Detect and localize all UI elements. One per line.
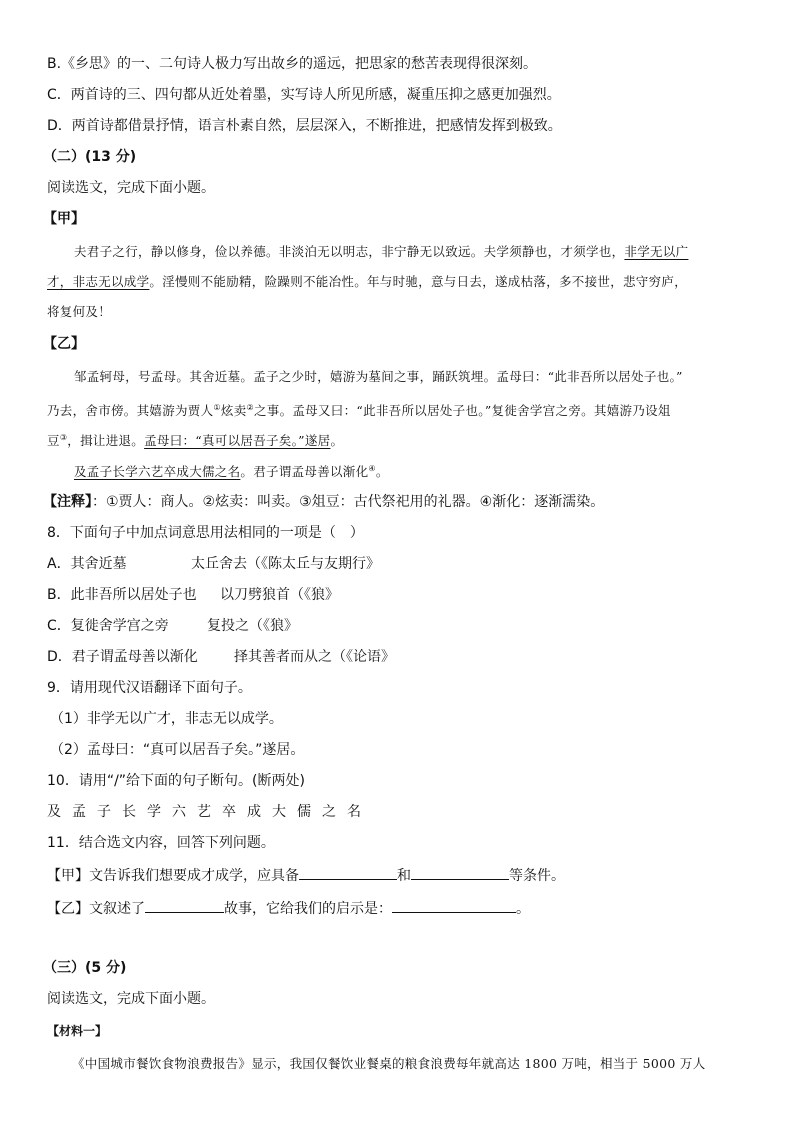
q8-option-d-left: D．君子谓孟母善以渐化 — [47, 649, 198, 665]
q8-option-c-right: 复投之（《狼》 — [207, 618, 298, 634]
q8-option-d-right: 择其善者而从之（《论语》 — [234, 649, 395, 665]
option-c-prev: C．两首诗的三、四句都从近处着墨，实写诗人所见所感，凝重压抑之感更加强烈。 — [47, 87, 561, 103]
yi-text-line-1: 邹孟轲母，号孟母。其舍近墓。孟子之少时，嬉游为墓间之事，踊跃筑埋。孟母曰：“此非吾所以居处子也。” — [74, 369, 683, 384]
annotation — [43, 492, 604, 512]
yi-text: ，揖让进退。 — [67, 433, 145, 449]
section-2-instruction: 阅读选文，完成下面小题。 — [47, 180, 215, 196]
jia-label: 【甲】 — [43, 211, 85, 227]
underlined-sentence: 非学无以广 — [624, 244, 689, 259]
option-b-prev: B.《乡思》的一、二句诗人极力写出故乡的遥远，把思家的愁苦表现得很深刻。 — [47, 56, 538, 72]
q11-jia-text: 【甲】文告诉我们想要成才成学，应具备 — [47, 868, 299, 884]
underlined-sentence: 孟母曰：“真可以居吾子矣。”遂居 — [144, 433, 331, 449]
q11-stem: 11．结合选文内容，回答下列问题。 — [47, 835, 275, 851]
yi-text-line-3 — [47, 428, 343, 451]
q11-jia — [47, 864, 565, 886]
q9-sentence-1: （1）非学无以广才，非志无以成学。 — [50, 711, 283, 727]
yi-text: 。 — [375, 464, 389, 480]
material-1-text: 《中国城市餐饮食物浪费报告》显示，我国仅餐饮业餐桌的粮食浪费每年就高达 1800 万吨，相当于 5000 万人 — [72, 1056, 706, 1071]
footnote-marker: ③ — [59, 433, 68, 442]
jia-text-line-1 — [74, 242, 688, 262]
q8-option-b — [47, 585, 339, 605]
material-1-label: 【材料一】 — [47, 1024, 108, 1038]
jia-text: 夫君子之行，静以修身，俭以养德。非淡泊无以明志，非宁静无以致远。夫学须静也，才须学也， — [74, 244, 625, 259]
q8-option-c-left: C．复徙舍学宫之旁 — [47, 618, 169, 634]
q10-stem: 10．请用“/”给下面的句子断句。(断两处) — [47, 773, 305, 789]
jia-text: 。淫慢则不能励精，险躁则不能冶性。年与时驰，意与日去，遂成枯落，多不接世，悲守穷庐， — [149, 274, 688, 289]
yi-text: 之事。孟母又曰：“此非吾所以居处子也。”复徙舍学宫之旁。其嬉游乃设俎 — [253, 403, 671, 419]
q8-option-b-left: B．此非吾所以居处子也 — [47, 587, 197, 603]
yi-text: 炫卖 — [220, 403, 247, 419]
q11-yi-text: 故事，它给我们的启示是： — [224, 901, 392, 917]
q8-option-d — [47, 647, 395, 667]
jia-text-line-2 — [47, 272, 687, 292]
q11-jia-text: 和 — [397, 868, 411, 884]
q8-option-a-left: A．其舍近墓 — [47, 556, 127, 572]
option-d-prev: D．两首诗都借景抒情，语言朴素自然，层层深入，不断推进，把感情发挥到极致。 — [47, 118, 562, 134]
yi-text: 乃去，舍市傍。其嬉游为贾人 — [47, 403, 214, 419]
yi-text-line-4 — [74, 459, 389, 482]
answer-blank[interactable] — [145, 897, 224, 913]
answer-blank[interactable] — [411, 864, 509, 880]
annotation-text: ：①贾人：商人。②炫卖：叫卖。③俎豆：古代祭祀用的礼器。④渐化：逐渐濡染。 — [92, 494, 605, 510]
q11-yi-text: 。 — [516, 901, 530, 917]
section-2-heading: （二）(13 分) — [43, 149, 137, 165]
annotation-label: 【注释】 — [43, 494, 92, 510]
yi-text: 。 — [330, 433, 344, 449]
yi-label: 【乙】 — [43, 336, 85, 352]
underlined-sentence: 才，非志无以成学 — [47, 274, 150, 289]
q8-option-c — [47, 616, 298, 636]
q8-option-a — [47, 554, 380, 574]
q11-jia-text: 等条件。 — [509, 868, 565, 884]
q8-option-a-right: 太丘舍去（《陈太丘与友期行》 — [191, 556, 380, 572]
footnote-marker: ④ — [368, 464, 376, 473]
q8-option-b-right: 以刀劈狼首（《狼》 — [220, 587, 339, 603]
q10-sentence: 及孟子长学六艺卒成大儒之名 — [47, 804, 372, 820]
underlined-sentence: 及孟子长学六艺卒成大儒之名 — [74, 464, 241, 480]
section-3-instruction: 阅读选文，完成下面小题。 — [47, 991, 215, 1007]
yi-text: 。君子谓孟母善以渐化 — [240, 464, 369, 480]
footnote-marker: ② — [246, 403, 254, 412]
answer-blank[interactable] — [299, 864, 397, 880]
answer-blank[interactable] — [392, 897, 516, 913]
q11-yi-text: 【乙】文叙述了 — [47, 901, 145, 917]
yi-text: 豆 — [47, 433, 60, 449]
yi-text-line-2 — [47, 398, 671, 421]
q9-stem: 9．请用现代汉语翻译下面句子。 — [47, 680, 252, 696]
q11-yi — [47, 897, 530, 919]
q9-sentence-2: （2）孟母曰：“真可以居吾子矣。”遂居。 — [50, 742, 305, 758]
q8-stem: 8．下面句子中加点词意思用法相同的一项是（ ） — [47, 525, 364, 541]
jia-text-line-3: 将复何及！ — [47, 304, 112, 319]
section-3-heading: （三）(5 分) — [43, 960, 127, 976]
footnote-marker: ① — [213, 403, 221, 412]
